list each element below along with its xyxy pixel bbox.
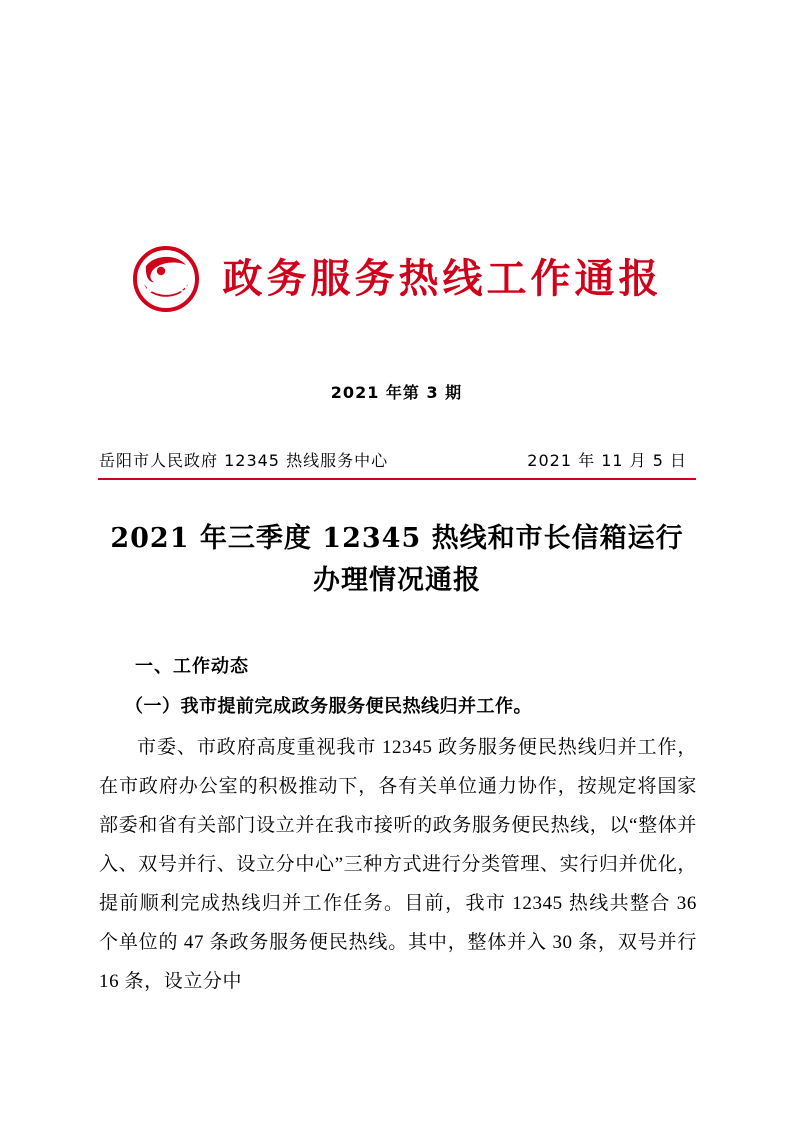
section-paragraph-1: 市委、市政府高度重视我市 12345 政务服务便民热线归并工作，在市政府办公室的积极推动下，各有关单位通力协作，按规定将国家部委和省有关部门设立并在我市接听的政务服务便民热线，以“整体并入、双号并行、设立分中心”三种方式进行分类管理、实行归并优化，提前顺利完成热线归并工作任务。目前，我市 12345 热线共整合 36 个单位的 47 条政务服务便民热线。其中，整体并入 30 条，双号并行 16 条，设立分中 bbox=[99, 737, 697, 992]
hotline-12345-logo-icon bbox=[131, 246, 201, 312]
svg-text:12345: 12345 bbox=[142, 281, 189, 296]
section-subheading-1: （一）我市提前完成政务服务便民热线归并工作。 bbox=[125, 696, 532, 717]
publisher-name: 岳阳市人民政府 12345 热线服务中心 bbox=[99, 451, 389, 470]
document-body bbox=[99, 648, 697, 1001]
masthead-title: 政务服务热线工作通报 bbox=[222, 255, 663, 302]
document-title: 2021 年三季度 12345 热线和市长信箱运行办理情况通报 bbox=[110, 523, 684, 596]
publisher-row bbox=[99, 448, 695, 471]
section-heading-1: 一、工作动态 bbox=[135, 656, 249, 677]
masthead bbox=[0, 246, 793, 312]
issue-number: 2021 年第 3 期 bbox=[330, 383, 463, 402]
publish-date: 2021 年 11 月 5 日 bbox=[527, 451, 687, 470]
header-divider-rule bbox=[98, 478, 696, 480]
